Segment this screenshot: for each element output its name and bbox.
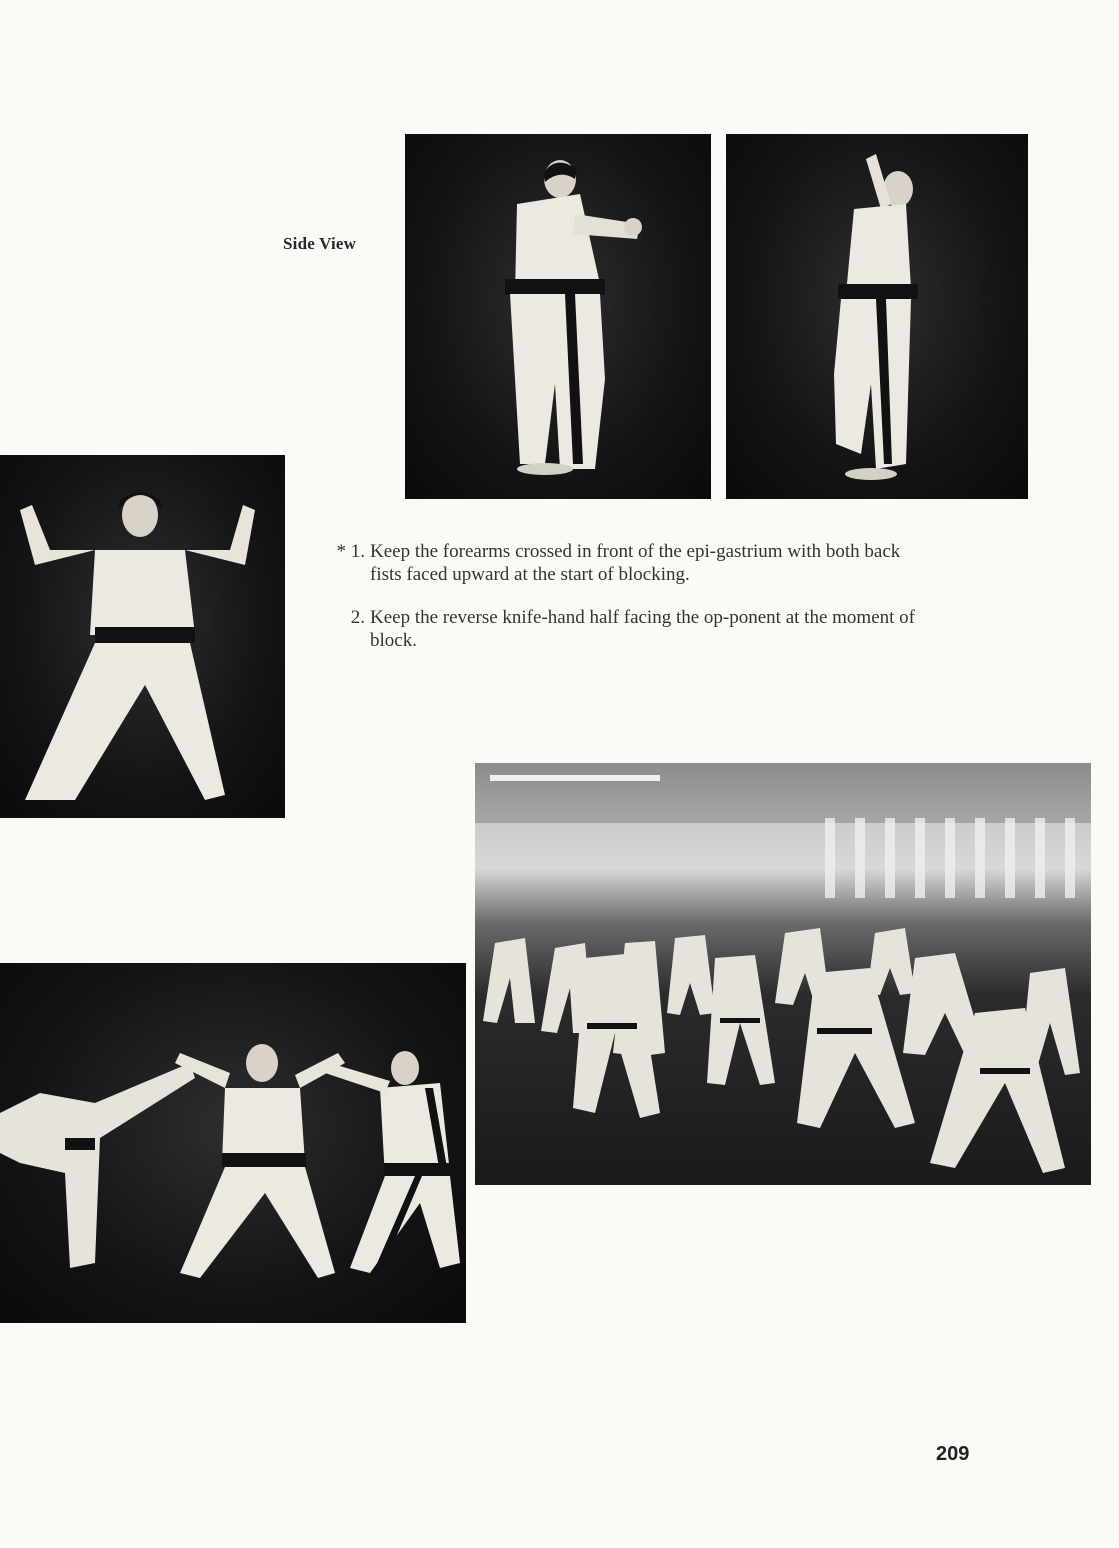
note-1	[305, 540, 925, 586]
note-text: Keep the reverse knife-hand half facing the op-ponent at the moment of block.	[370, 607, 915, 651]
note-marker: 2.	[350, 607, 365, 628]
photo-side-view-raised	[726, 134, 1028, 499]
photo-sparring-demo	[0, 963, 466, 1323]
note-2	[305, 606, 925, 652]
note-marker: * 1.	[336, 541, 365, 562]
technique-notes	[305, 540, 925, 672]
photo-side-view-start	[405, 134, 711, 499]
note-text: Keep the forearms crossed in front of the epi-gastrium with both back fists faced upward at the start of blocking.	[370, 541, 901, 585]
side-view-label: Side View	[283, 234, 357, 253]
photo-front-view	[0, 455, 285, 818]
page-number: 209	[936, 1443, 970, 1465]
photo-class-training	[475, 763, 1091, 1185]
